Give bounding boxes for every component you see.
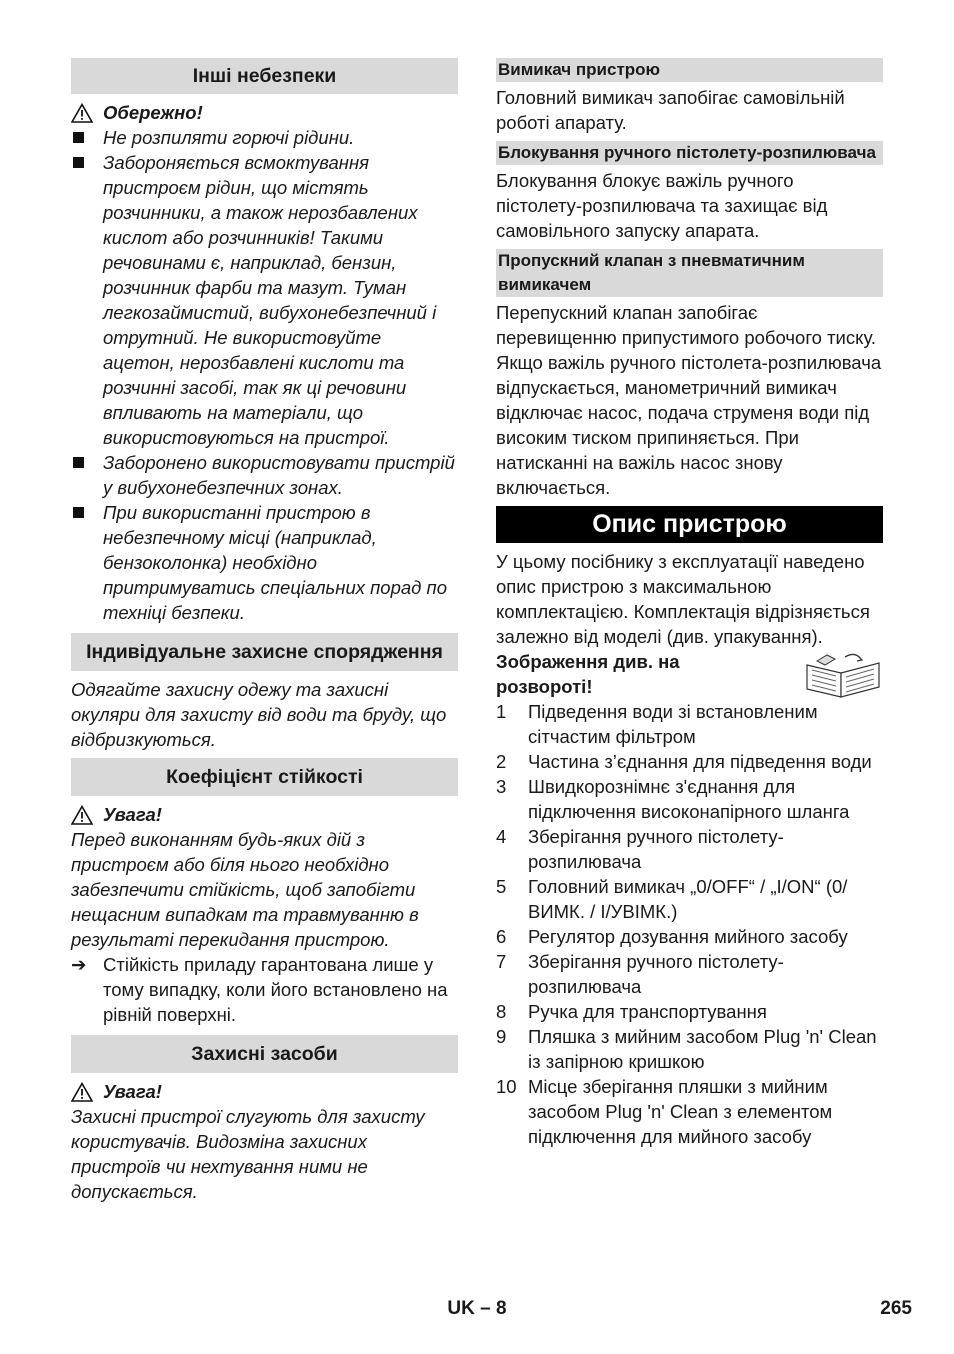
main-switch-heading: Вимикач пристрою	[496, 58, 883, 82]
list-item: 2 Частина з’єднання для підведення води	[496, 751, 872, 772]
list-item: Не розпиляти горючі рідини.	[71, 125, 458, 150]
list-item: 7 Зберігання ручного пістолету-розпилювача	[496, 951, 784, 997]
bullet-square-icon	[73, 507, 84, 518]
stability-note: ➔ Стійкість приладу гарантована лише у тому випадку, коли його встановлено на рівній поверхні.	[71, 954, 448, 1025]
safety-devices-text: Захисні пристрої слугують для захисту користувачів. Видозміна захисних пристроїв чи нехтування ними не допускається.	[71, 1106, 425, 1202]
description-heading: Опис пристрою	[496, 506, 883, 543]
stability-heading: Коефіцієнт стійкості	[71, 758, 458, 796]
warning-text: Увага!	[103, 804, 162, 825]
page-number: 265	[880, 1298, 912, 1319]
warning-triangle-icon	[71, 805, 93, 825]
list-item: 5 Головний вимикач „0/OFF“ / „I/ON“ (0/ВИМК. / I/УВІМК.)	[496, 876, 848, 922]
list-item: 9 Пляшка з мийним засобом Plug 'n' Clean із запірною кришкою	[496, 1026, 877, 1072]
ppe-text: Одягайте захисну одежу та захисні окуляри для захисту від води та бруду, що відбризкуються.	[71, 679, 447, 750]
safety-devices-heading: Захисні засоби	[71, 1035, 458, 1073]
stability-warning-text: Перед виконанням будь-яких дій з пристроєм або біля нього необхідно забезпечити стійкість, щоб запобігти нещасним випадкам та травмуванню в результаті перекидання пристрою.	[71, 829, 419, 950]
safety-warning-label	[71, 1079, 458, 1104]
warning-triangle-icon	[71, 1082, 93, 1102]
list-item: 1 Підведення води зі встановленим сітчастим фільтром	[496, 701, 818, 747]
ppe-heading: Індивідуальне захисне спорядження	[71, 633, 458, 671]
list-item: 10 Місце зберігання пляшки з мийним засобом Plug 'n' Clean з елементом підключення для мийного засобу	[496, 1076, 833, 1147]
bullet-square-icon	[73, 132, 84, 143]
gun-lock-text: Блокування блокує важіль ручного пістолету-розпилювача та захищає від самовільного запуску апарата.	[496, 170, 828, 241]
bullet-square-icon	[73, 157, 84, 168]
hazard-list	[71, 125, 458, 625]
list-item: 3 Швидкорознімнє з'єднання для підключення високонапірного шланга	[496, 776, 850, 822]
figure-reference	[496, 649, 883, 699]
section-page-label: UK – 8	[447, 1298, 507, 1319]
description-intro: У цьому посібнику з експлуатації наведено опис пристрою з максимальною комплектацією. Комплектація відрізняється залежно від моделі (див. упакування).	[496, 551, 870, 647]
left-column	[71, 58, 458, 1204]
bypass-valve-heading: Пропускний клапан з пневматичним вимикачем	[496, 249, 883, 297]
bullet-square-icon	[73, 457, 84, 468]
main-switch-text: Головний вимикач запобігає самовільній роботі апарату.	[496, 87, 845, 133]
list-item: 6 Регулятор дозування мийного засобу	[496, 926, 848, 947]
component-list	[496, 699, 883, 1149]
bypass-valve-text-2: Якщо важіль ручного пістолета-розпилювача відпускається, манометричний вимикач відключає насос, подача струменя води під високим тиском припиняється. При натисканні на важіль насос знову включається.	[496, 352, 882, 498]
stability-warning-label	[71, 802, 458, 827]
open-book-icon	[803, 651, 883, 699]
list-item: Заборонено використовувати пристрій у вибухонебезпечних зонах.	[71, 450, 458, 500]
arrow-right-icon: ➔	[71, 954, 87, 975]
warning-text: Увага!	[103, 1081, 162, 1102]
list-item: 4 Зберігання ручного пістолету-розпилювача	[496, 826, 784, 872]
other-hazards-heading: Інші небезпеки	[71, 58, 458, 94]
bypass-valve-text-1: Перепускний клапан запобігає перевищенню припустимого робочого тиску.	[496, 302, 876, 348]
gun-lock-heading: Блокування ручного пістолету-розпилювача	[496, 141, 883, 165]
list-item: 8 Ручка для транспортування	[496, 1001, 767, 1022]
caution-text: Обережно!	[103, 102, 203, 123]
right-column	[496, 58, 883, 1149]
warning-triangle-icon	[71, 103, 93, 123]
list-item: Забороняється всмоктування пристроєм рідин, що містять розчинники, а також нерозбавлених кислот або розчинників! Такими речовинами є, наприклад, бензин, розчинник фарби та мазут. Туман легкозаймистий, вибухонебезпечний і отрутний. Не використовуйте ацетон, нерозбавлені кислоти та розчинні засобі, так як ці речовини впливають на матеріали, що використовуються на пристрої.	[71, 150, 458, 450]
list-item: При використанні пристрою в небезпечному місці (наприклад, бензоколонка) необхідно притримуватись спеціальних порад по техніці безпеки.	[71, 500, 458, 625]
figure-label: Зображення див. на розвороті!	[496, 651, 680, 697]
caution-label	[71, 100, 458, 125]
